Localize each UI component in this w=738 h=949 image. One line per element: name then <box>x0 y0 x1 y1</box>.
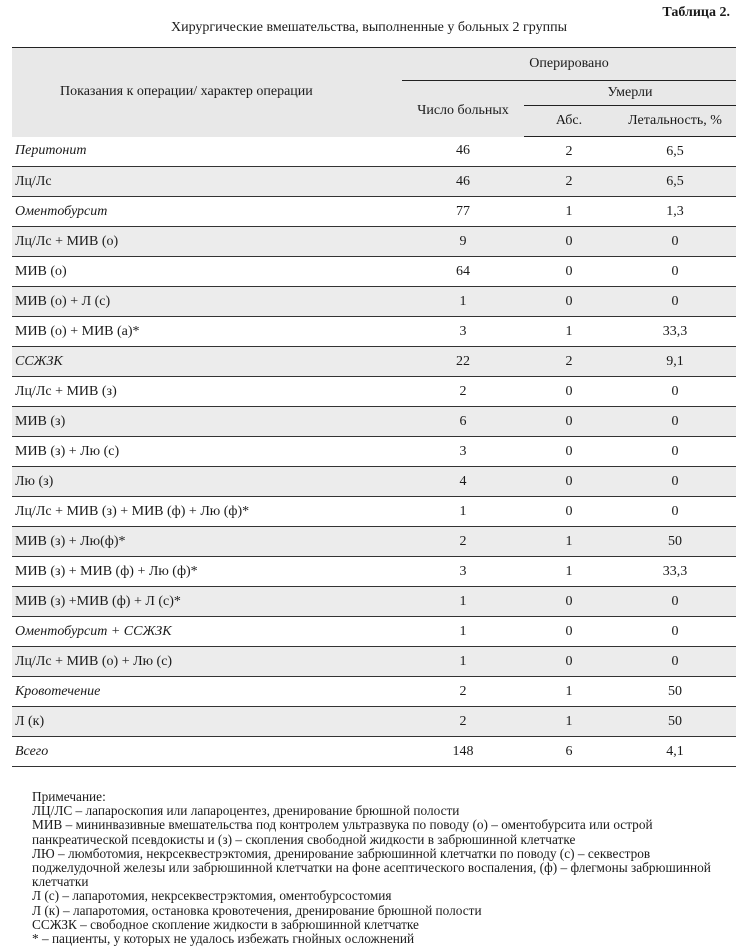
row-label: Кровотечение <box>12 677 402 707</box>
table-caption: Хирургические вмешательства, выполненные у больных 2 группы <box>170 20 567 35</box>
row-lethality: 0 <box>614 587 736 617</box>
row-abs: 0 <box>524 497 614 527</box>
table-row <box>12 587 736 617</box>
table-row <box>12 467 736 497</box>
row-abs: 0 <box>524 617 614 647</box>
row-label: МИВ (о) + МИВ (а)* <box>12 317 402 347</box>
row-label: Л (к) <box>12 707 402 737</box>
row-lethality: 0 <box>614 647 736 677</box>
row-count: 148 <box>402 737 524 767</box>
row-count: 2 <box>402 707 524 737</box>
row-lethality: 6,5 <box>614 137 736 167</box>
row-abs: 0 <box>524 377 614 407</box>
row-abs: 1 <box>524 707 614 737</box>
row-abs: 1 <box>524 677 614 707</box>
table-row <box>12 317 736 347</box>
row-label: МИВ (з) + Лю(ф)* <box>12 527 402 557</box>
row-count: 2 <box>402 527 524 557</box>
note-line: Л (к) – лапаротомия, остановка кровотечения, дренирование брюшной полости <box>32 902 482 918</box>
row-abs: 0 <box>524 437 614 467</box>
row-abs: 2 <box>524 347 614 377</box>
table-label: Таблица 2. <box>662 5 730 20</box>
row-abs: 0 <box>524 407 614 437</box>
row-lethality: 0 <box>614 257 736 287</box>
table-row <box>12 707 736 737</box>
row-lethality: 0 <box>614 467 736 497</box>
row-label: МИВ (о) + Л (с) <box>12 287 402 317</box>
row-label: ССЖЗК <box>12 347 402 377</box>
table-body <box>12 137 736 767</box>
row-count: 1 <box>402 287 524 317</box>
row-lethality: 9,1 <box>614 347 736 377</box>
row-lethality: 50 <box>614 707 736 737</box>
row-count: 9 <box>402 227 524 257</box>
row-abs: 0 <box>524 287 614 317</box>
row-count: 1 <box>402 617 524 647</box>
row-count: 64 <box>402 257 524 287</box>
row-label: Оментобурсит <box>12 197 402 227</box>
row-count: 4 <box>402 467 524 497</box>
row-lethality: 33,3 <box>614 317 736 347</box>
row-label: Перитонит <box>12 137 402 167</box>
row-label: МИВ (з) <box>12 407 402 437</box>
row-abs: 1 <box>524 527 614 557</box>
table-row <box>12 287 736 317</box>
row-label: Лц/Лс + МИВ (з) + МИВ (ф) + Лю (ф)* <box>12 497 402 527</box>
surgery-table <box>12 47 736 767</box>
row-label: Всего <box>12 737 402 767</box>
row-lethality: 50 <box>614 677 736 707</box>
note-line: Л (с) – лапаротомия, некрсеквестрэктомия, оментобурсостомия <box>32 888 392 904</box>
row-lethality: 1,3 <box>614 197 736 227</box>
note-line: * – пациенты, у которых не удалось избежать гнойных осложнений <box>32 931 415 947</box>
table-notes <box>32 790 738 946</box>
row-count: 6 <box>402 407 524 437</box>
table-row <box>12 677 736 707</box>
row-count: 3 <box>402 317 524 347</box>
note-line: МИВ – мининвазивные вмешательства под контролем ультразвука по поводу (о) – оментобурсита или острой панкреатической псевдокисты и (з) – скопления свободной жидкости в забрюшинной клетчатке <box>32 817 653 847</box>
header-died: Умерли <box>524 81 736 106</box>
header-lethality: Летальность, % <box>614 106 736 137</box>
table-row <box>12 257 736 287</box>
table-row <box>12 617 736 647</box>
table-row <box>12 647 736 677</box>
table-row <box>12 437 736 467</box>
row-lethality: 0 <box>614 437 736 467</box>
notes-title: Примечание: <box>32 789 106 804</box>
row-abs: 1 <box>524 197 614 227</box>
row-lethality: 0 <box>614 497 736 527</box>
row-count: 3 <box>402 557 524 587</box>
row-abs: 0 <box>524 647 614 677</box>
row-label: МИВ (з) + МИВ (ф) + Лю (ф)* <box>12 557 402 587</box>
row-lethality: 4,1 <box>614 737 736 767</box>
row-lethality: 0 <box>614 617 736 647</box>
table-row <box>12 737 736 767</box>
row-count: 2 <box>402 377 524 407</box>
row-count: 2 <box>402 677 524 707</box>
row-count: 1 <box>402 497 524 527</box>
row-label: Лц/Лс <box>12 167 402 197</box>
table-row <box>12 557 736 587</box>
table-row <box>12 137 736 167</box>
header-indications: Показания к операции/ характер операции <box>60 84 313 100</box>
row-lethality: 0 <box>614 377 736 407</box>
row-abs: 2 <box>524 137 614 167</box>
row-lethality: 6,5 <box>614 167 736 197</box>
note-line: ЛЮ – люмботомия, некрсеквестрэктомия, дренирование забрюшинной клетчатки по поводу (с) – секвестров поджелудочной железы или забрюшинной клетчатки на фоне асептического воспаления, (ф) – флегмоны забрюшинной клетчатки <box>32 845 711 890</box>
table-row <box>12 407 736 437</box>
row-count: 46 <box>402 137 524 167</box>
table-row <box>12 497 736 527</box>
header-patients-count: Число больных <box>417 102 509 118</box>
table-row <box>12 227 736 257</box>
row-count: 1 <box>402 587 524 617</box>
table-row <box>12 167 736 197</box>
row-lethality: 33,3 <box>614 557 736 587</box>
table-row <box>12 197 736 227</box>
row-lethality: 0 <box>614 287 736 317</box>
row-count: 22 <box>402 347 524 377</box>
row-label: Лц/Лс + МИВ (о) + Лю (с) <box>12 647 402 677</box>
row-lethality: 0 <box>614 407 736 437</box>
note-line: ССЖЗК – свободное скопление жидкости в забрюшинной клетчатке <box>32 916 419 932</box>
row-lethality: 0 <box>614 227 736 257</box>
row-label: МИВ (о) <box>12 257 402 287</box>
row-label: Лю (з) <box>12 467 402 497</box>
row-label: МИВ (з) +МИВ (ф) + Л (с)* <box>12 587 402 617</box>
row-abs: 2 <box>524 167 614 197</box>
row-count: 46 <box>402 167 524 197</box>
row-label: Лц/Лс + МИВ (о) <box>12 227 402 257</box>
header-operated: Оперировано <box>402 48 736 81</box>
row-label: Оментобурсит + ССЖЗК <box>12 617 402 647</box>
row-count: 77 <box>402 197 524 227</box>
row-abs: 6 <box>524 737 614 767</box>
row-abs: 0 <box>524 467 614 497</box>
row-abs: 1 <box>524 557 614 587</box>
row-abs: 0 <box>524 227 614 257</box>
row-abs: 0 <box>524 257 614 287</box>
table-row <box>12 347 736 377</box>
row-count: 1 <box>402 647 524 677</box>
table-row <box>12 377 736 407</box>
row-label: Лц/Лс + МИВ (з) <box>12 377 402 407</box>
row-count: 3 <box>402 437 524 467</box>
header-abs: Абс. <box>524 106 614 137</box>
table-header <box>12 48 736 137</box>
table-row <box>12 527 736 557</box>
row-abs: 1 <box>524 317 614 347</box>
row-abs: 0 <box>524 587 614 617</box>
row-label: МИВ (з) + Лю (с) <box>12 437 402 467</box>
row-lethality: 50 <box>614 527 736 557</box>
note-line: ЛЦ/ЛС – лапароскопия или лапароцентез, дренирование брюшной полости <box>32 803 460 819</box>
